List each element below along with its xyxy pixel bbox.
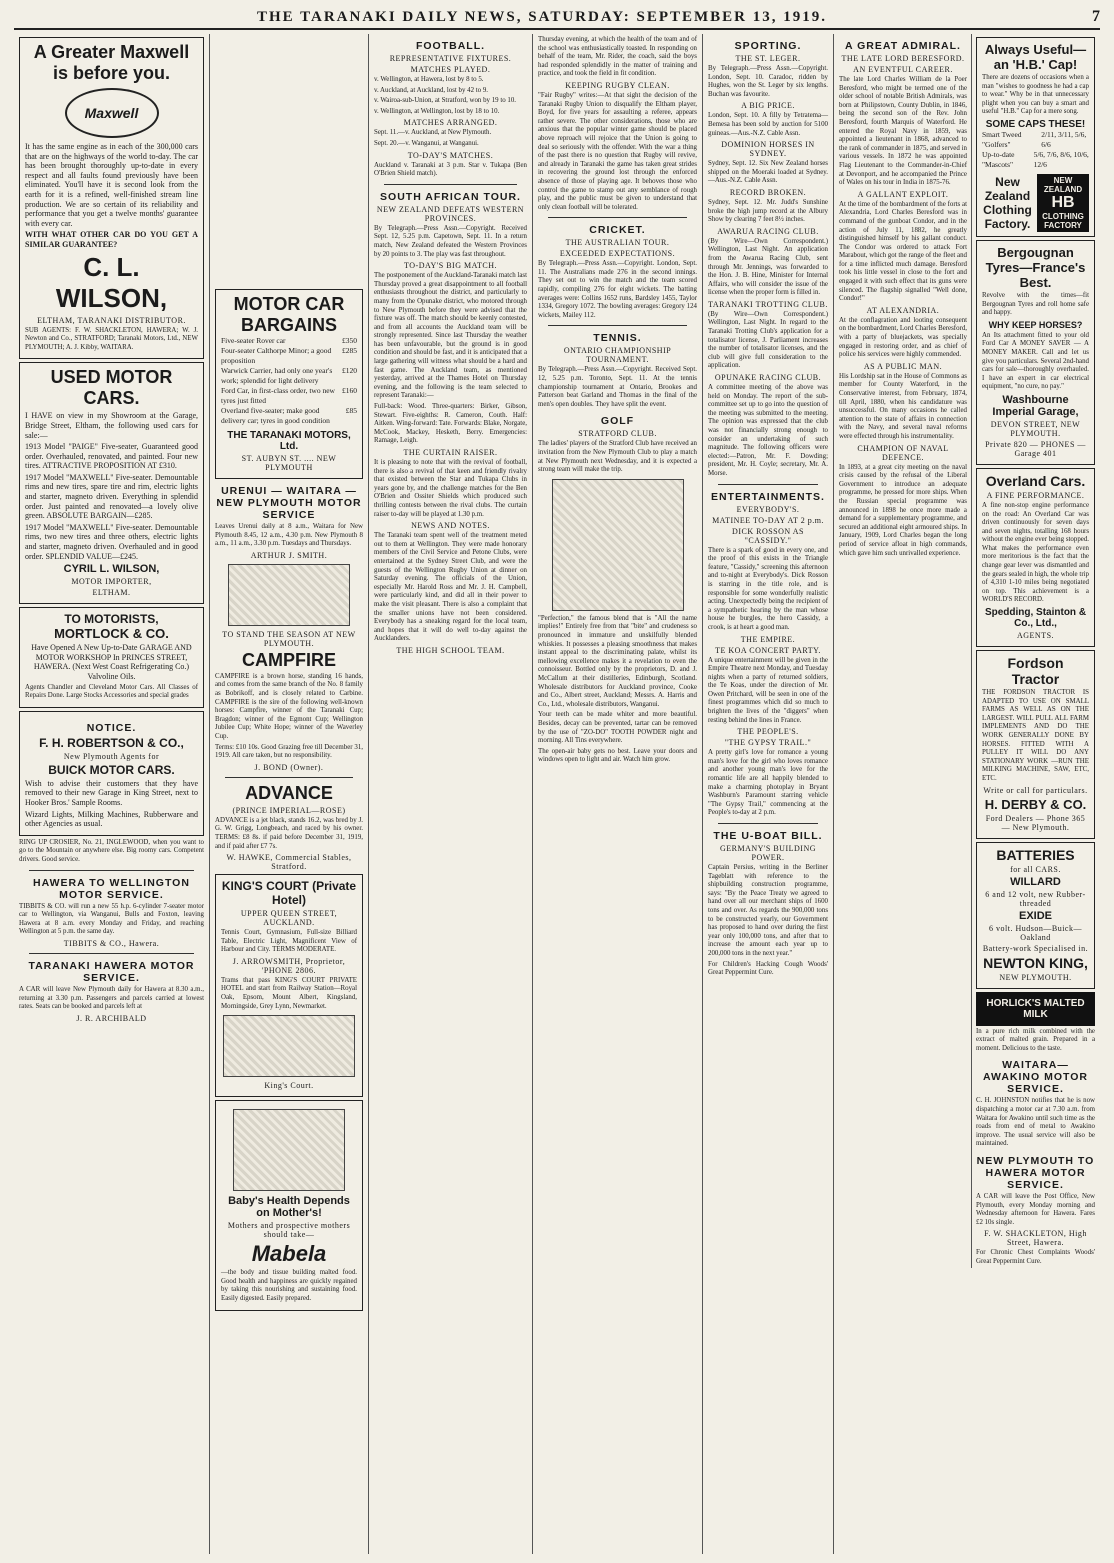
- golf-body: The ladies' players of the Stratford Club have received an invitation from the New Plymouth Club to play a match at New Plymouth next Wednesday, and it is expected a strong team will make the trip.: [538, 440, 697, 474]
- admiral-sub2: AN EVENTFUL CAREER.: [853, 65, 953, 74]
- column-6-inner: [839, 34, 1095, 1268]
- koa-headline: TE KOA CONCERT PARTY.: [715, 645, 821, 655]
- big-match-headline: TO-DAY'S BIG MATCH.: [404, 261, 497, 271]
- tibbits-signature: TIBBITS & CO., Hawera.: [63, 938, 160, 948]
- bargain-row: [221, 346, 357, 366]
- opunake-headline: OPUNAKE RACING CLUB.: [714, 373, 822, 383]
- curtain-headline: THE CURTAIN RAISER.: [403, 448, 498, 457]
- overland-headline: Overland Cars.: [985, 472, 1086, 489]
- taranaki-service-headline: TARANAKI HAWERA MOTOR SERVICE.: [28, 959, 195, 984]
- used-cars-sig-place: ELTHAM.: [92, 588, 131, 598]
- trotting-body: (By Wire—Own Correspondent.) Wellington, Last Night. In regard to the Taranaki Trotting Club's application for a totalisator license, J. Parliament increases the number of totalisator licenses, and the club will give full consideration to the application.: [708, 310, 828, 370]
- bergougnan-sub: Revolve with the times—fit Bergougnan Tyres and roll home safe and happy.: [982, 291, 1089, 317]
- st-leger-body: By Telegraph.—Press Assn.—Copyright. London, Sept. 10. Caradoc, ridden by Hughes, won the St. Leger by six lengths. Buchan was favourite.: [708, 65, 828, 98]
- notice-headline: NOTICE.: [86, 721, 137, 734]
- koa-body: A unique entertainment will be given in the Empire Theatre next Monday, and Tuesday nights when a party of returned soldiers, the Te Koas, under the direction of Mr. Owen Pritchard, will be seen in one of the finest programmes which did so much to brighten the lives of the "diggers" when resting behind the lines in France.: [708, 656, 828, 724]
- overland-body: A fine non-stop engine performance on the road: An Overland Car was driven continuously for seven days and seven nights, totalling 168 hours without the engine ever being stopped. What makes the performance even more meritorious is the fact that the change gear lever was dismantled and the gears sealed in high, the whole trip of 4,310 1-10 miles being negotiated on top. This achievement is a WORLD'S RECORD.: [982, 501, 1089, 604]
- divider: [384, 184, 517, 185]
- column-2: [210, 34, 369, 1554]
- washbourne-phones: Private 820 — PHONES — Garage 401: [985, 439, 1086, 458]
- cap-row: [982, 130, 1089, 150]
- masthead-title: THE TARANAKI DAILY NEWS, SATURDAY: SEPTEMBER 13, 1919.: [256, 8, 828, 25]
- record-body: Sydney, Sept. 12. Mr. Judd's Sunshine broke the high jump record at the Albury Show by clearing 7 feet 8½ inches.: [708, 198, 828, 224]
- mabela-sub: Mothers and prospective mothers should take—: [227, 1221, 351, 1240]
- gypsy-headline: "THE GYPSY TRAIL.": [724, 738, 812, 748]
- willard-name: WILLARD: [1010, 875, 1061, 888]
- bargain-item: Five-seater Rover car: [221, 336, 286, 345]
- fordson-ad: [976, 650, 1095, 839]
- played-item: v. Wairoa-sub-Union, at Stratford, won by 19 to 10.: [374, 97, 517, 105]
- cricket-sub: THE AUSTRALIAN TOUR.: [565, 238, 670, 248]
- admiral-headline: A GREAT ADMIRAL.: [845, 40, 961, 52]
- cap-price: 5/6, 7/6, 8/6, 10/6, 12/6: [1033, 149, 1089, 169]
- divider: [548, 325, 687, 326]
- admiral-sub: THE LATE LORD BERESFORD.: [841, 54, 965, 63]
- column-1: [14, 34, 210, 1554]
- exide-sub: 6 volt. Hudson—Buick—Oakland: [989, 923, 1082, 942]
- dominion-headline: DOMINION HORSES IN SYDNEY.: [721, 140, 815, 159]
- public-man-body: His Lordship sat in the House of Commons as member for County Waterford, in the Conservative interest, from February, 1874, till April, 1880, when his candidature was unsuccessful. On many occasions he called attention to the state of affairs in connection with the Navy, and several naval reforms were effected through his instrumentality.: [839, 372, 967, 440]
- today-body: Auckland v. Taranaki at 3 p.m. Star v. Tukapa (Ben O'Brien Shield match).: [374, 161, 527, 178]
- kings-court-headline: KING'S COURT (Private Hotel): [221, 879, 357, 908]
- cassidy-headline: DICK ROSSON AS "CASSIDY.": [732, 526, 804, 545]
- advance-sub: (PRINCE IMPERIAL—ROSE): [232, 805, 346, 815]
- tennis-sub: ONTARIO CHAMPIONSHIP TOURNAMENT.: [563, 346, 672, 365]
- children-cough-ad: For Children's Hacking Cough Woods' Great Peppermint Cure.: [708, 960, 828, 977]
- campfire-signature: J. BOND (Owner).: [254, 762, 324, 772]
- arranged-item: Sept. 11.—v. Auckland, at New Plymouth.: [374, 129, 492, 137]
- awarua-headline: AWARUA RACING CLUB.: [717, 226, 819, 236]
- overland-ad: [976, 468, 1095, 647]
- robertson-name: F. H. ROBERTSON & CO.,: [39, 735, 184, 750]
- arranged-headline: MATCHES ARRANGED.: [403, 118, 498, 128]
- wilson-agents: SUB AGENTS: F. W. SHACKLETON, HAWERA; W. J. Newton and Co., STRATFORD; Taranaki Motors, Ltd., NEW PLYMOUTH; A. J. Kibby, WAITARA.: [25, 326, 198, 351]
- fordson-body: THE FORDSON TRACTOR IS ADAPTED TO USE ON SMALL FARMS AS WELL AS ON THE LARGEST. WILL PULL ALL FARM IMPLEMENTS AND DO THE WORK GENERALLY DONE BY HORSES. FITTED WITH A PULLEY IT WILL DO ANY STATIONARY WORK —RUN THE MILKING MACHINE, SAW, ETC, ETC.: [982, 689, 1089, 782]
- divider: [225, 777, 353, 778]
- played-item: v. Wellington, at Hawera, lost by 8 to 5.: [374, 76, 484, 83]
- alexandria-headline: AT ALEXANDRIA.: [866, 305, 940, 315]
- bargain-item: Warwick Carrier, had only one year's work; splendid for light delivery: [221, 366, 333, 385]
- wizard-body: Wizard Lights, Milking Machines, Rubberware and other Agencies as usual.: [25, 809, 198, 829]
- big-match-body: The postponement of the Auckland-Taranaki match last Thursday proved a great disappointment to all football enthusiasts throughout the district, and particularly to many from the Opunake district, who motored through to New Plymouth before they were advised that the fixture was off. The match should be keenly contested, and from all accounts the Auckland team will be strongly represented. Since last Thursday the weather has been unfavourable, but the ground is in good condition and should be fast, and it is anticipated that a large gathering will witness what should be a hard and fast game. The Auckland team, as mentioned yesterday, arrived at the Thames Hotel on Thursday evening, and the following is the team selected to represent Taranaki:—: [374, 272, 527, 400]
- mabela-ad: [215, 1100, 363, 1310]
- page-number: 7: [1092, 8, 1100, 25]
- caps-headline: SOME CAPS THESE!: [985, 118, 1086, 130]
- hb-logo-mid: HB: [1051, 193, 1075, 211]
- used-cars-intro: I HAVE on view in my Showroom at the Garage, Bridge Street, Eltham, the following used cars for sale:—: [25, 411, 198, 440]
- empire-headline: THE EMPIRE.: [740, 634, 796, 644]
- golf-sub: STRATFORD CLUB.: [578, 429, 657, 439]
- right-ads: [976, 34, 1095, 1268]
- gallant-body: At the time of the bombardment of the forts at Alexandria, Lord Charles Beresford was in command of the gunboat Condor, and in the action of July 11, 1882, he greatly distinguished himself by his gallant conduct. The Condor was ordered to attack Fort Marabout, which got the range of the fleet and for a time inflicted much damage. Beresford took his little vessel in close to the fort and engaged it with such effect that its guns were silenced. The flagship signalled "Well done, Condor!": [839, 200, 968, 303]
- mortlock-agents: Agents Chandler and Cleveland Motor Cars. All Classes of Repairs Done. Large Stocks Accessories and special grades: [25, 683, 198, 700]
- wilson-name: C. L. WILSON,: [55, 251, 168, 313]
- exide-name: EXIDE: [1018, 909, 1052, 922]
- urenui-headline: URENUI — WAITARA — NEW PLYMOUTH MOTOR SERVICE: [216, 485, 362, 521]
- washbourne-address: DEVON STREET, NEW PLYMOUTH.: [990, 419, 1081, 438]
- kings-court-address: UPPER QUEEN STREET, AUCKLAND.: [240, 909, 338, 928]
- uboat-body: Captain Persius, writing in the Berliner Tageblatt with reference to the shipbuilding construction programme, says: "By the Peace Treaty we agreed to hand over all our merchant ships of 1600 tons and over. As regards the 900,000 tons to be constructed yearly, our Government has proposed to hand over during the first year only 100,000 tons, and after that to increase the amount each year up to 200,000 tons in the next year.": [708, 864, 828, 957]
- opunake-body: A committee meeting of the above was held on Monday. The report of the sub-committee set up to go into the question of the meeting was submitted to the meeting. The opinion was expressed that the club was not financially strong enough to consider an undertaking of such magnitude. The following officers were elected:—Patron, Mr. F. Dowding; president, Mr. H. Coyle; secretary, Mr. A. Morse.: [708, 384, 828, 477]
- keeping-clean-headline: KEEPING RUGBY CLEAN.: [565, 80, 670, 90]
- gallant-headline: A GALLANT EXPLOIT.: [857, 189, 949, 199]
- entertainments-headline: ENTERTAINMENTS.: [711, 490, 825, 503]
- big-price-headline: A BIG PRICE.: [741, 101, 795, 111]
- south-africa-body: By Telegraph.—Press Assn.—Copyright. Received Sept. 12, 5.25 p.m. Capetown, Sept. 11. In a return match, New Zealand defeated the Western Provinces by 20 points to 3. The play was fast throughout.: [374, 224, 527, 258]
- played-headline: MATCHES PLAYED.: [410, 65, 491, 74]
- urenui-signature: ARTHUR J. SMITH.: [250, 550, 328, 560]
- maxwell-ad: [19, 37, 204, 359]
- divider: [29, 953, 194, 954]
- map-label: King's Court.: [264, 1081, 314, 1091]
- used-cars-sig-title: MOTOR IMPORTER,: [71, 577, 152, 587]
- column-4: [533, 34, 703, 1554]
- public-man-headline: AS A PUBLIC MAN.: [863, 361, 943, 371]
- cricket-sub2: EXCEEDED EXPECTATIONS.: [559, 249, 676, 259]
- horlicks-body: In a pure rich milk combined with the extract of malted grain. Prepared in a moment. Delicious to the taste.: [976, 1027, 1095, 1052]
- batteries-ad: [976, 842, 1095, 989]
- bargain-price: £85: [345, 406, 357, 415]
- advance-headline: ADVANCE: [245, 782, 333, 803]
- bargains-ad: [215, 289, 363, 479]
- kings-court-signature: J. ARROWSMITH, Proprietor, 'PHONE 2806.: [232, 956, 346, 975]
- hb-footer: [982, 174, 1089, 232]
- used-car-item: 1917 Model "MAXWELL" Five-seater. Demountable rims, two new tires and three others, electric lights and starter, magneto driven. Overhauled and in good order. SPLENDID VALUE—£245.: [25, 522, 198, 561]
- mortlock-body: Have Opened A New Up-to-Date GARAGE AND MOTOR WORKSHOP In PRINCES STREET, HAWERA. (Next West Coast Refrigerating Co.) Valvoline Oils.: [31, 643, 192, 681]
- mabela-headline: Baby's Health Depends on Mother's!: [228, 1195, 350, 1220]
- cricket-body: By Telegraph.—Press Assn.—Copyright. London, Sept. 11. The Australians made 276 in the second innings. They set out to win the match and the team scored rapidly, compiling 276 for eight wickets. The batting averages were: Collins 1652 runs, Bardsley 1455, Taylor 1334, Gregory 1072. The bowling averages: Gregory 124 wickets, Mailey 112.: [538, 260, 697, 319]
- hb-cap-ad: [976, 37, 1095, 237]
- team-list: Full-back: Wood. Three-quarters: Birker, Gibson, Stewart. Five-eighths: R. Cameron, Couth. Half: Aitken. Wing-forward: Tate. Forwards: Blake, Norgate, McCook, Mackey, Hesketh, Berry. Emergencies: Ramage, Leigh.: [374, 403, 527, 445]
- spedding-name: Spedding, Stainton & Co., Ltd.,: [984, 607, 1087, 630]
- buick-headline: BUICK MOTOR CARS.: [48, 762, 175, 777]
- hb-cap-body: There are dozens of occasions when a man "wishes to goodness he had a cap to wear." Why be in that unnecessary plight when you can buy a smart and useful "H.B." Cap for a mere song.: [982, 74, 1089, 116]
- football-headline: FOOTBALL.: [415, 40, 486, 52]
- bargain-row: [221, 386, 357, 406]
- mortlock-ad: [19, 607, 204, 708]
- kings-court-body: Tennis Court, Gymnasium, Full-size Billiard Table, Electric Light, Magnificent View of Harbour and City. TERMS MODERATE.: [221, 929, 357, 954]
- st-leger-headline: THE ST. LEGER.: [735, 54, 801, 63]
- tibbits-body: TIBBITS & CO. will run a new 55 h.p. 6-cylinder 7-seater motor car to Wellington, via Wanganui, Bulls and Foxton, leaving Hawera at 8 a.m. every Monday and Friday, and reaching Wellington at 5 p.m. the same day.: [19, 902, 204, 936]
- big-price-body: London, Sept. 10. A filly by Tetratema—Bemesa has been sold by auction for 5100 guineas.—Aus.-N.Z. Cable Assn.: [708, 112, 828, 137]
- champion-body: In 1893, at a great city meeting on the naval crisis caused by the refusal of the Liberal Government to introduce an adequate programme, he pressed for more ships. When the Russian special programme was announced in 1898 he once more made a demand for a supplementary programme, and secured an additional eight armoured ships. In January, 1909, Lord Charles began the long period of service afloat in high commands, which gave him such unrivalled experience.: [839, 463, 967, 557]
- maxwell-emblem: Maxwell: [65, 88, 159, 138]
- motors-address: ST. AUBYN ST. .... NEW PLYMOUTH: [241, 454, 337, 472]
- mabela-brand: Mabela: [251, 1241, 327, 1267]
- keeping-clean-body: "Fair Rugby" writes:—At that sight the decision of the Taranaki Rugby Union to disqualify the Eltham player, Boyd, for five years for assaulting a referee, appears rather severe. The other considerations, those who are anxious that the popular winter game should be placed above reproach will rejoice that the Union is going to deal so seriously with the offender. With the war a thing of the past there is no question that Rugby will revive, and already in Taranaki the game has taken great strides in recovering the ground lost through the enforced absence of those of playing age. It behoves those who control the game to stamp out any semblance of rough play, and the public must be given to understand that only clean football will be tolerated.: [538, 91, 697, 211]
- gypsy-body: A pretty girl's love for romance a young man's love for the girl who loves romance and another young man's love for the romantic life are all happily blended to make a charming photoplay in Bryant Washburn's Paramount starring vehicle "The Gypsy Trail," commencing at the People's to-day at 2 p.m.: [708, 749, 828, 817]
- admiral-body: The late Lord Charles William de la Poer Beresford, who might be termed one of the older school of notable British Admirals, was born at Philipstown, County Dublin, in 1846, being the second son of the Rev. John Beresford, fourth Marquis of Waterford. He entered the Royal Navy in 1859, was appointed a lieutenant in 1868, advanced to the rank of commander in 1875, and served in various vessels. In 1872 he was appointed Flag Lieutenant to the Commander-in-Chief at Devonport, and he accompanied the Prince of Wales on his tour in India in 1875-76.: [839, 76, 967, 187]
- bargain-price: £285: [342, 346, 357, 355]
- divider: [718, 484, 818, 485]
- bargains-headline: MOTOR CAR BARGAINS: [233, 294, 345, 335]
- bargain-row: [221, 366, 357, 386]
- hb-logo: [1037, 174, 1089, 232]
- mother-baby-illustration: [233, 1109, 345, 1191]
- bergougnan-headline: Bergougnan Tyres—France's Best.: [985, 244, 1086, 290]
- arranged-item: Sept. 20.—v. Wanganui, at Wanganui.: [374, 139, 479, 147]
- bergougnan-body: An Its attachment fitted to your old Ford Car A MONEY SAVER — A MONEY MAKER. Call and let us give you particulars. Several 2nd-hand cars for sale—thoroughly overhauled. I have an expert in car electrical equipment, "no cure, no pay.": [982, 331, 1089, 391]
- news-notes-headline: NEWS AND NOTES.: [411, 521, 490, 531]
- matinee-headline: MATINEE TO-DAY AT 2 p.m.: [712, 515, 824, 525]
- bargain-row: [221, 336, 357, 346]
- waitara-body: C. H. JOHNSTON notifies that he is now dispatching a motor car at 7.30 a.m. from Waitara for Awakino until such time as the roads from end of metal to Awakino improve. The usual service will also be maintained.: [976, 1097, 1095, 1148]
- nz-clothing-name: New Zealand Clothing Factory.: [983, 174, 1032, 231]
- news-notes-body: The Taranaki team spent well of the treatment meted out to them at Wellington. They were made honorary members of the Civil Service and Petone Clubs, were entertained at the Sydney Street Club, and were the guests of the Wellington Rugby Union at dinner on Saturday evening. The officials of the Union, especially Mr. Harold Ross and Mr. J. H. Campbell, were particularly kind, and did all in their power to make the visit pleasant. There is also a complaint that the smaller unions have not been considered. Everybody has a sneaking regard for the local team, and hopes that it will do well to-day against the Aucklanders.: [374, 532, 527, 643]
- fordson-cta: Write or call for particulars.: [983, 785, 1088, 795]
- overland-sub: A FINE PERFORMANCE.: [986, 490, 1085, 500]
- hb-logo-top: NEW ZEALAND: [1043, 175, 1083, 194]
- everybodys-headline: EVERYBODY'S.: [736, 504, 800, 514]
- taranaki-service-body: A CAR will leave New Plymouth daily for Hawera at 8.30 a.m., returning at 3.30 p.m. Passengers and parcels carried at lowest rates. Seats can be booked and parcels left at: [19, 985, 204, 1011]
- played-item: v. Wellington, at Wellington, lost by 18 to 10.: [374, 107, 500, 115]
- bargain-price: £160: [342, 386, 357, 395]
- today-headline: TO-DAY'S MATCHES.: [407, 150, 494, 160]
- campfire-headline: CAMPFIRE: [242, 649, 336, 670]
- dominion-body: Sydney, Sept. 12. Six New Zealand horses shipped on the Moeraki loaded at Sydney.—Aus.-N.Z. Cable Assn.: [708, 160, 828, 185]
- played-item: v. Auckland, at Auckland, lost by 42 to 9.: [374, 86, 488, 94]
- battery-special: Battery-work Specialised in.: [982, 943, 1089, 953]
- used-car-item: 1913 Model "PAIGE" Five-seater, Guaranteed good order. Overhauled, renovated, and painted. Four new tires. ATTRACTIVE PROPOSITION AT £310.: [25, 442, 198, 471]
- fixtures-headline: REPRESENTATIVE FIXTURES.: [389, 54, 512, 63]
- horlicks-banner: HORLICK'S MALTED MILK: [976, 992, 1095, 1026]
- bargain-item: Ford Car, in first-class order, two new tyres just fitted: [221, 386, 335, 405]
- divider: [718, 823, 818, 824]
- fordson-headline: Fordson Tractor: [1007, 655, 1064, 688]
- np-hawera-signature: F. W. SHACKLETON, High Street, Hawera.: [984, 1229, 1087, 1248]
- washbourne-name: Washbourne Imperial Garage,: [992, 393, 1079, 418]
- bergougnan-ad: [976, 240, 1095, 465]
- maxwell-cta: WITH WHAT OTHER CAR DO YOU GET A SIMILAR GUARANTEE?: [25, 230, 198, 249]
- campfire-body: CAMPFIRE is a brown horse, standing 16 hands, and comes from the same branch of the No. 8 family as Bobrikoff, and is closely related to Carbine. CAMPFIRE is the sire of the following well-known horses: Campfire, winner of the Taranaki Cup; Bragdon; winner of the Egmont Cup; Wellington Jubilee Cup; White Hope; winner of the Waverley Cup.: [215, 672, 363, 740]
- cassidy-body: There is a spark of good in every one, and the proof of this exists in the Triangle feature, "Cassidy," screening this afternoon and to-night at Everybody's. Dick Rosson is starring in the title role, and is responsible for some wonderfully realistic acting. Unexpectedly being the recipient of a sympathetic hearing by the man whose house he burgles, the hero Cassidy, a crook, is at heart a good man.: [708, 546, 828, 631]
- cap-price: 2/11, 3/11, 5/6, 6/6: [1041, 129, 1087, 149]
- bargain-row: [221, 406, 357, 426]
- urenui-body: Leaves Urenui daily at 8 a.m., Waitara for New Plymouth 8.45, 12 a.m., 4.30 p.m. New Plymouth 8 a.m., 11 a.m., 3.30 p.m. Tuesdays and Thursdays.: [215, 523, 363, 548]
- tennis-headline: TENNIS.: [593, 332, 642, 345]
- used-car-item: 1917 Model "MAXWELL" Five-seater. Demountable rims and new tires, spare tire and rim, electric lights and starter, magneto driven. Everything in splendid order. Just painted and renovated—a lovely olive green. ABSOLUTE BARGAIN—£285.: [25, 472, 198, 521]
- mortlock-name: MORTLOCK & CO.: [54, 626, 169, 642]
- waitara-headline: WAITARA—AWAKINO MOTOR SERVICE.: [983, 1059, 1088, 1096]
- south-africa-sub: NEW ZEALAND DEFEATS WESTERN PROVINCES.: [376, 204, 525, 223]
- batteries-sub: for all CARS.: [1010, 864, 1061, 874]
- robertson-sub: New Plymouth Agents for: [63, 751, 160, 761]
- bargain-price: £120: [342, 366, 357, 375]
- np-hawera-body: A CAR will leave the Post Office, New Plymouth, every Monday morning and Wednesday afternoon for Hawera. Fares £2 10s single.: [976, 1192, 1095, 1226]
- bargain-item: Four-seater Calthorpe Minor; a good proposition: [221, 346, 332, 365]
- peoples-headline: THE PEOPLE'S.: [737, 727, 799, 737]
- cap-row: [982, 150, 1089, 170]
- cap-item: Up-to-date "Mascots": [982, 149, 1015, 169]
- taranaki-service-signature: J. R. ARCHIBALD: [76, 1013, 147, 1023]
- tennis-body: By Telegraph.—Press Assn.—Copyright. Received Sept. 12, 5.25 p.m. Toronto, Sept. 11. At the tennis championship tournament at Ontario, Brookes and Patterson beat Garland and Thomas in the final of the men's open doubles. They have split the event.: [538, 366, 697, 408]
- kings-court-ad: [215, 874, 363, 1097]
- used-cars-headline: USED MOTOR CARS.: [50, 367, 173, 409]
- used-cars-signature: CYRIL L. WILSON,: [63, 563, 160, 576]
- robertson-ad: [19, 711, 204, 836]
- kings-court-note: Trams that pass KING'S COURT PRIVATE HOTEL and start from Railway Station—Royal Oak, Epsom, Mount Albert, Kingsland, Morningside, Grey Lynn, Newmarket.: [221, 976, 357, 1010]
- hawera-service-headline: HAWERA TO WELLINGTON MOTOR SERVICE.: [33, 876, 190, 901]
- wilson-place: ELTHAM, TARANAKI DISTRIBUTOR.: [37, 315, 186, 325]
- hb-logo-bottom: CLOTHING FACTORY: [1042, 211, 1084, 230]
- uboat-sub: GERMANY'S BUILDING POWER.: [720, 844, 816, 862]
- column-5: [703, 34, 834, 1554]
- batteries-headline: BATTERIES: [996, 846, 1075, 863]
- woods-ad: For Chronic Chest Complaints Woods' Great Peppermint Cure.: [976, 1249, 1095, 1265]
- mabela-body: —the body and tissue building malted food. Good health and happiness are quickly regained by taking this nourishing and sustaining food. Easily digested. Easily prepared.: [221, 1269, 357, 1303]
- advance-signature: W. HAWKE, Commercial Stables, Stratford.: [226, 853, 352, 872]
- newton-king-sub: NEW PLYMOUTH.: [999, 972, 1072, 982]
- bargain-price: £350: [342, 336, 357, 345]
- column-3: [369, 34, 533, 1554]
- sporting-headline: SPORTING.: [734, 40, 802, 52]
- spedding-sub: AGENTS.: [1016, 631, 1055, 641]
- champion-headline: CHAMPION OF NAVAL DEFENCE.: [857, 443, 949, 462]
- stand-season-headline: TO STAND THE SEASON AT NEW PLYMOUTH.: [222, 629, 356, 648]
- masthead: [14, 6, 1100, 30]
- whisky-ad-illustration: [552, 479, 684, 611]
- derby-row: Ford Dealers — Phone 365 — New Plymouth.: [985, 813, 1086, 832]
- baby-air-body: The open-air baby gets no best. Leave your doors and windows open to light and air. Watch him grow.: [538, 747, 697, 764]
- bergougnan-question: WHY KEEP HORSES?: [988, 319, 1083, 330]
- np-hawera-headline: NEW PLYMOUTH TO HAWERA MOTOR SERVICE.: [976, 1154, 1095, 1191]
- golf-headline: GOLF: [600, 415, 635, 428]
- used-cars-ad: [19, 362, 204, 604]
- alexandria-body: At the conflagration and looting consequent on the bombardment, Lord Charles Beresford, with a party of bluejackets, was specially engaged in restoring order, and as chief of police his services were highly commended.: [839, 316, 967, 359]
- divider: [548, 217, 687, 218]
- maxwell-body: It has the same engine as in each of the 300,000 cars that are on the highways of the world to-day. The car has been brought thoroughly up-to-date in every respect and all faults found previously have been eliminated. You'll have it is second look from the earth for it is a refined, well-finished stream line production. We are so certain of its reliability and performance that you get a twelve months' guarantee with every car.: [25, 142, 198, 228]
- trotting-headline: TARANAKI TROTTING CLUB.: [708, 299, 828, 309]
- uboat-headline: THE U-BOAT BILL.: [713, 830, 823, 842]
- divider: [29, 870, 194, 871]
- cricket-headline: CRICKET.: [589, 224, 646, 237]
- motorists-headline: TO MOTORISTS,: [64, 612, 159, 627]
- hb-cap-headline: Always Useful—an 'H.B.' Cap!: [984, 42, 1087, 72]
- awarua-body: (By Wire—Own Correspondent.) Wellington, Last Night. An application from the Awarua Racing Club, sent through Mr. Jennings, was forwarded to the Hon. J. B. Hine, Minister for Internal Affairs, who will consider the issue of the license when the proper form is filled in.: [708, 237, 828, 297]
- derby-name: H. DERBY & CO.: [984, 796, 1087, 812]
- horse-illustration: [228, 564, 350, 626]
- motors-name: THE TARANAKI MOTORS, Ltd.: [227, 430, 351, 452]
- street-map-illustration: [223, 1015, 355, 1077]
- buick-body: Wish to advise their customers that they have removed to their new Garage in King Street, next to Hooker Bros.' Sample Rooms.: [25, 778, 198, 807]
- perfection-body: "Perfection," the famous blend that is "All the name implies!" Entirely free from that "bite" and crudeness so pronounced in immature and unskilfully blended whiskies. It possesses a pleasing smoothness that makes instant appeal to the discriminating palate, whilst its mellowing excellence makes it a revelation to even the connoisseur. Bottled only by the proprietors, D. and J. McCallum at their distilleries, Edinburgh, Scotland. Wholesale distributors for Auckland province, Cooke and Co., Albert street, Auckland; Messrs. A. Harris and Co., Ltd., wholesale distributors, Wanganui.: [538, 614, 697, 708]
- newton-king-name: NEWTON KING,: [983, 954, 1088, 971]
- column-6: [834, 34, 1100, 1554]
- willard-sub: 6 and 12 volt, new Rubber-threaded: [985, 889, 1086, 908]
- team-toast-body: Thursday evening, at which the health of the team and of the school was enthusiastically toasted. In responding on behalf of the team, Mr. Rider, the coach, said the boys had responded splendidly in the matter of training and practice, and took the field in fit condition.: [538, 36, 697, 78]
- cap-item: Smart Tweed "Golfers": [982, 129, 1022, 149]
- curtain-body: It is pleasing to note that with the revival of football, there is also a revival of that keen and friendly rivalry that existed between the Star and Tukapa Clubs in years gone by, and the challenge matches for the Ben O'Brien and Ossiter Shields which produced such thrilling contests between the rival clubs. The curtain raiser to-day will be played at 1.30 p.m.: [374, 459, 527, 518]
- high-school-headline: THE HIGH SCHOOL TEAM.: [396, 645, 505, 655]
- toothpowder-body: Your teeth can be made whiter and more beautiful. Besides, decay can be prevented, tartar can be removed by the use of "ZO-DO" TOOTH POWDER night and morning. All Tins everywhere.: [538, 711, 697, 745]
- advance-body: ADVANCE is a jet black, stands 16.2, was bred by J. G. W. Grigg, Longbeach, and raced by his owner. TERMS: £8 8s. if paid before December 31, 1919, and if paid after £7 7s.: [215, 816, 363, 850]
- campfire-terms: Terms: £10 10s. Good Grazing free till December 31, 1919. All care taken, but no responsibility.: [215, 743, 363, 760]
- bargain-item: Overland five-seater; make good delivery car; tyres in good condition: [221, 406, 330, 425]
- crosier-ad: RING UP CROSIER, No. 21, INGLEWOOD, when you want to go to the Mountain or anywhere else. Big roomy cars. Competent drivers. Good service.: [19, 838, 204, 863]
- south-africa-headline: SOUTH AFRICAN TOUR.: [380, 190, 521, 203]
- maxwell-headline: A Greater Maxwell is before you.: [33, 42, 190, 83]
- record-headline: RECORD BROKEN.: [729, 187, 807, 197]
- admiral-article: [839, 34, 972, 1268]
